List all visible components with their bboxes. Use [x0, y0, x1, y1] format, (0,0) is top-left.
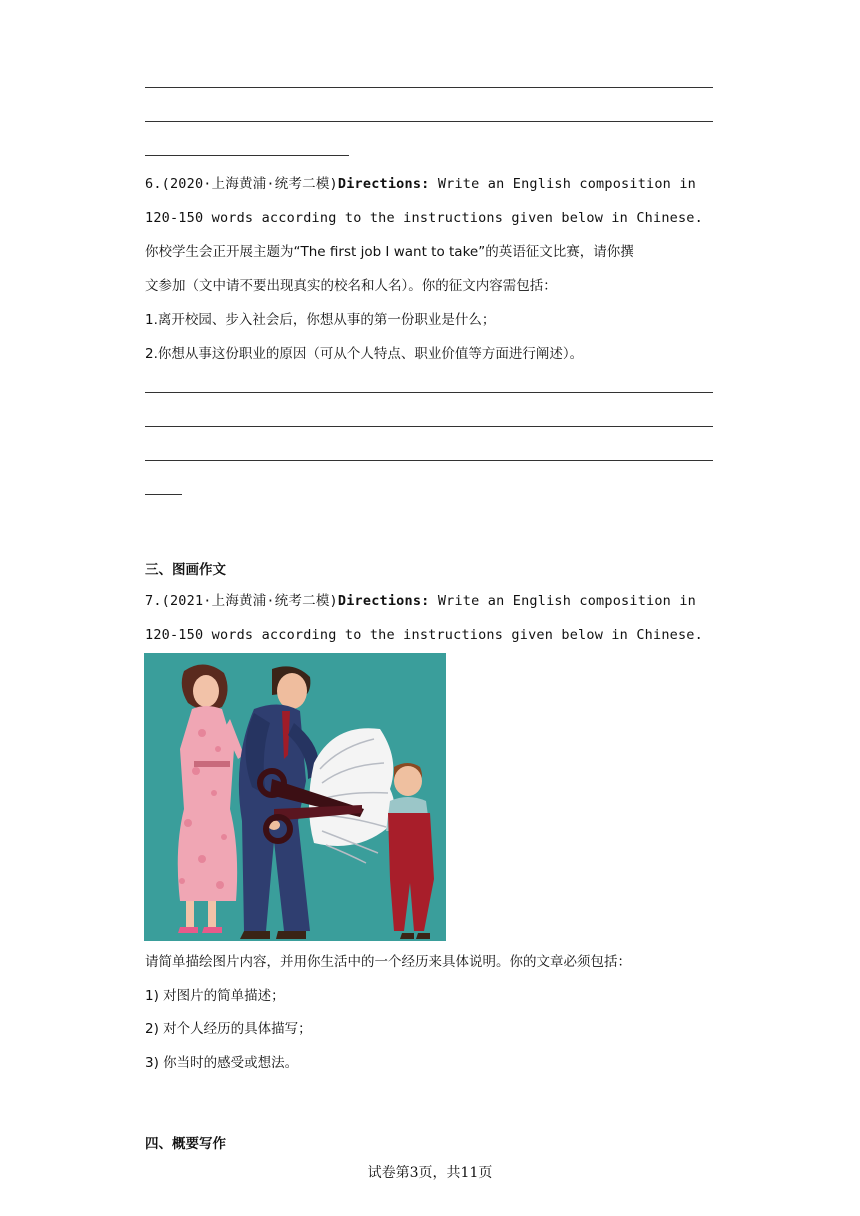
answer-line — [145, 392, 713, 393]
q7-item-3: 3) 你当时的感受或想法。 — [145, 1055, 299, 1071]
q6-point1: 1.离开校园、步入社会后，你想从事的第一份职业是什么； — [145, 312, 496, 328]
q7-source: (2021·上海黄浦·统考二模) — [161, 593, 338, 609]
q7-header — [145, 592, 696, 610]
answer-line — [145, 155, 349, 156]
section-title: 四、概要写作 — [145, 1136, 226, 1152]
q7-directions-label: Directions: — [337, 593, 430, 609]
q6-source: (2020·上海黄浦·统考二模) — [161, 176, 338, 192]
q7-line2: 120-150 words according to the instructions given below in Chinese. — [145, 627, 703, 643]
q6-header — [145, 175, 696, 193]
q7-number: 7. — [145, 593, 162, 609]
answer-line — [145, 460, 713, 461]
q6-line2: 120-150 words according to the instructions given below in Chinese. — [145, 210, 703, 226]
q7-line1: Write an English composition in — [429, 593, 696, 609]
q7-item-1: 1) 对图片的简单描述； — [145, 988, 285, 1004]
q7-instruction: 请简单描绘图片内容，并用你生活中的一个经历来具体说明。你的文章必须包括： — [145, 954, 631, 970]
page-footer: 试卷第3页，共11页 — [367, 1165, 493, 1181]
answer-line — [145, 121, 713, 122]
section-title: 三、图画作文 — [145, 562, 226, 578]
q6-point2: 2.你想从事这份职业的原因（可从个人特点、职业价值等方面进行阐述）。 — [145, 346, 584, 362]
answer-line — [145, 494, 182, 495]
q6-number: 6. — [145, 176, 162, 192]
q6-directions-label: Directions: — [337, 176, 430, 192]
q6-prompt-line2: 文参加（文中请不要出现真实的校名和人名）。你的征文内容需包括： — [145, 278, 557, 294]
q6-prompt-line1: 你校学生会正开展主题为“The first job I want to take”的英语征文比赛，请你撰 — [145, 244, 634, 260]
answer-line — [145, 426, 713, 427]
q7-item-2: 2) 对个人经历的具体描写； — [145, 1021, 312, 1037]
answer-line — [145, 87, 713, 88]
illustration — [144, 653, 446, 941]
q6-line1: Write an English composition in — [429, 176, 696, 192]
